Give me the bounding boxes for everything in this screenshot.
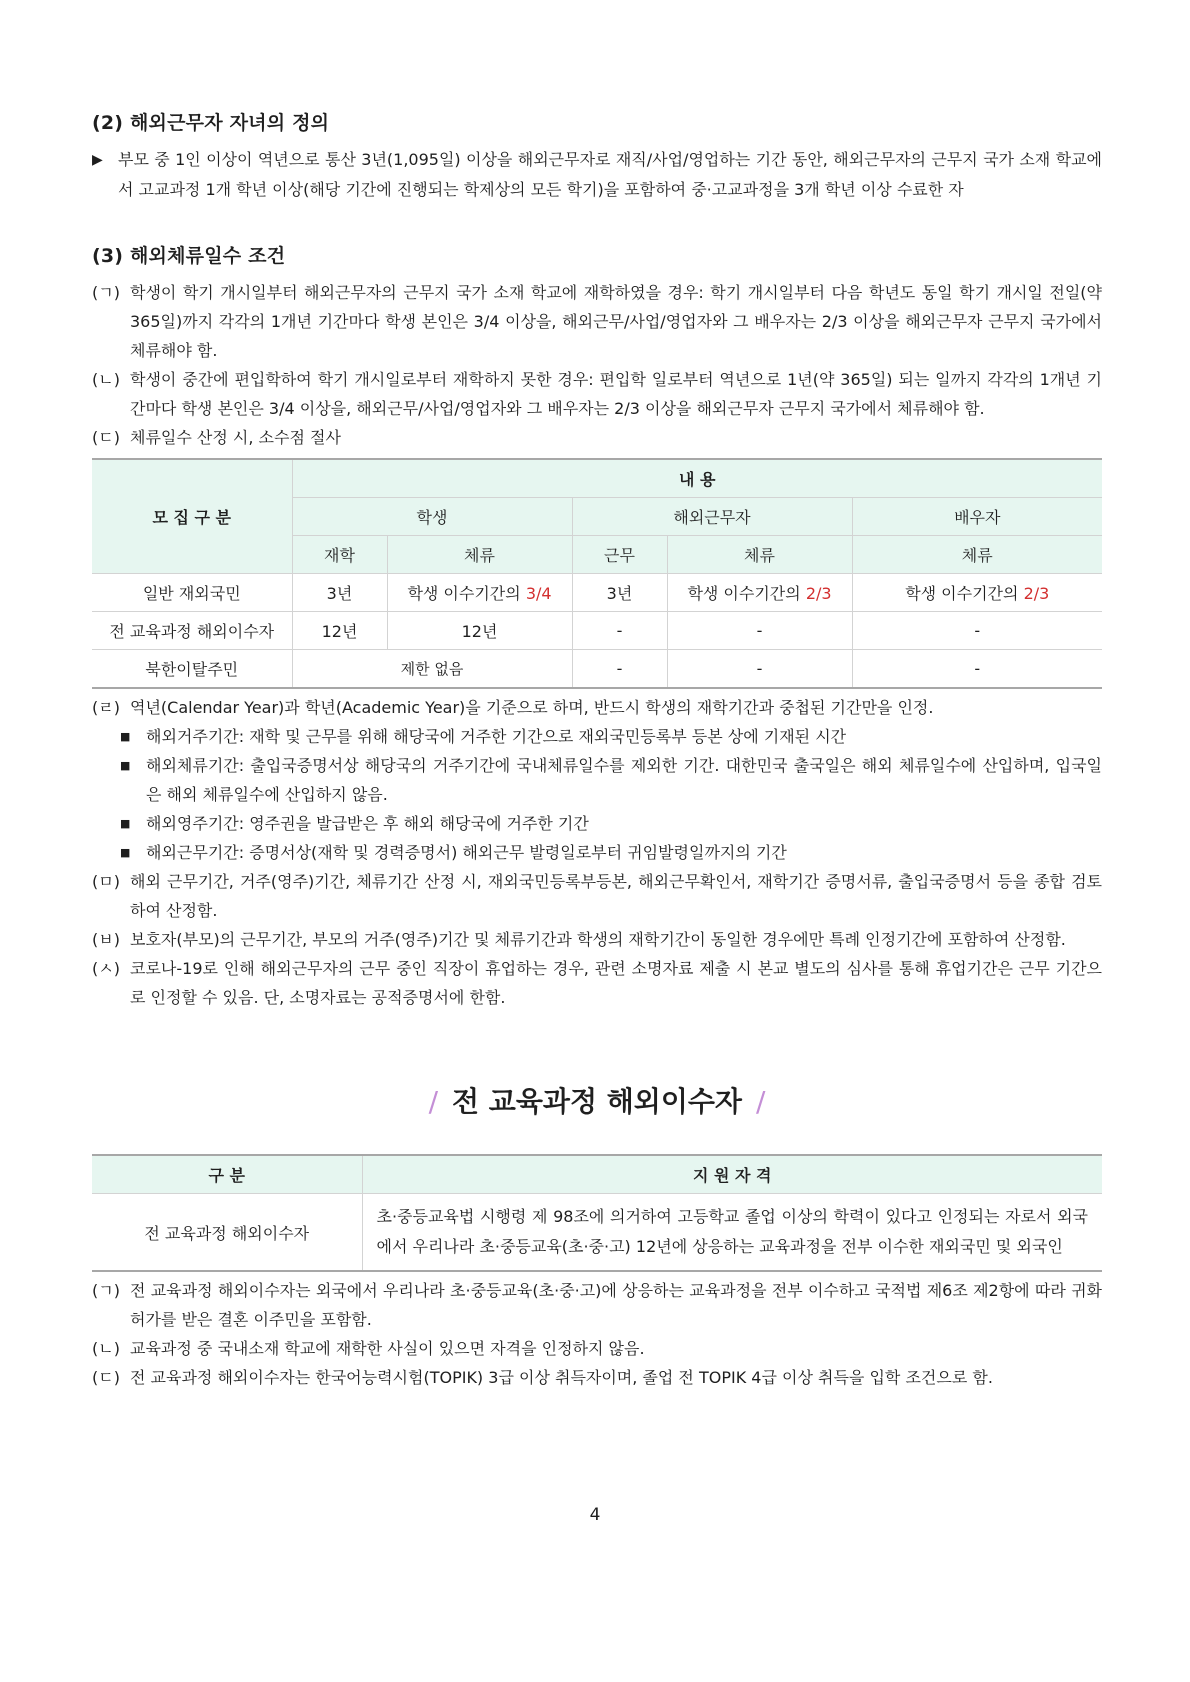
cell-text: 학생 이수기간의 xyxy=(905,584,1024,603)
list-item xyxy=(92,1334,1102,1363)
section-2-text: 부모 중 1인 이상이 역년으로 통산 3년(1,095일) 이상을 해외근무자로 재직/사업/영업하는 기간 동안, 해외근무자의 근무지 국가 소재 학교에서 고교과정 1개 학년 이상(해당 기간에 진행되는 학제상의 모든 학기)을 포함하여 중·고교과정을 3개 학년 이상 수료한 자 xyxy=(118,150,1102,199)
item-marker: (ㄷ) xyxy=(92,1368,120,1387)
item-text: 교육과정 중 국내소재 학교에 재학한 사실이 있으면 자격을 인정하지 않음. xyxy=(130,1339,645,1358)
document-page xyxy=(92,108,1102,1392)
cell-text: 학생 이수기간의 xyxy=(687,584,806,603)
item-marker: (ㄹ) xyxy=(92,698,120,717)
list-item xyxy=(92,925,1102,954)
section-2-title: (2) 해외근무자 자녀의 정의 xyxy=(92,112,330,134)
header-spouse: 배우자 xyxy=(852,498,1102,536)
slash-decoration: / xyxy=(428,1085,438,1118)
item-text: 전 교육과정 해외이수자는 외국에서 우리나라 초·중등교육(초·중·고)에 상응하는 교육과정을 전부 이수하고 국적법 제6조 제2항에 따라 귀화허가를 받은 결혼 이주민을 포함함. xyxy=(130,1281,1102,1329)
stay-requirements-table xyxy=(92,458,1102,689)
cell-category: 일반 재외국민 xyxy=(92,574,292,612)
square-bullet-icon: ■ xyxy=(120,730,131,743)
sub-list-item xyxy=(92,751,1102,809)
item-text: 학생이 학기 개시일부터 해외근무자의 근무지 국가 소재 학교에 재학하였을 경우: 학기 개시일부터 다음 학년도 동일 학기 개시일 전일(약 365일)까지 각각의 1개년 기간마다 학생 본인은 3/4 이상을, 해외근무/사업/영업자와 그 배우자는 2/3 이상을 해외근무자 근무지 국가에서 체류해야 함. xyxy=(130,283,1102,360)
section-2-definition xyxy=(92,145,1102,205)
cell-worker-stay: - xyxy=(667,612,852,650)
table-row xyxy=(92,574,1102,612)
item-text: 전 교육과정 해외이수자는 한국어능력시험(TOPIK) 3급 이상 취득자이며, 졸업 전 TOPIK 4급 이상 취득을 입학 조건으로 함. xyxy=(130,1368,993,1387)
slash-decoration: / xyxy=(755,1085,766,1118)
item-marker: (ㅁ) xyxy=(92,872,120,891)
cell-fraction: 3/4 xyxy=(525,584,552,603)
sub-list-item xyxy=(92,809,1102,838)
item-marker: (ㄴ) xyxy=(92,370,120,389)
cell-work: - xyxy=(572,612,667,650)
item-text: 해외 근무기간, 거주(영주)기간, 체류기간 산정 시, 재외국민등록부등본, 해외근무확인서, 재학기간 증명서류, 출입국증명서 등을 종합 검토하여 산정함. xyxy=(130,872,1102,920)
cell-work: - xyxy=(572,650,667,689)
cell-worker-stay xyxy=(667,574,852,612)
item-text: 학생이 중간에 편입학하여 학기 개시일로부터 재학하지 못한 경우: 편입학 일로부터 역년으로 1년(약 365일) 되는 일까지 각각의 1개년 기간마다 학생 본인은 3/4 이상을, 해외근무/사업/영업자와 그 배우자는 2/3 이상을 해외근무자 근무지 국가에서 체류해야 함. xyxy=(130,370,1102,418)
cell-spouse-stay: - xyxy=(852,612,1102,650)
list-item xyxy=(92,278,1102,365)
square-bullet-icon: ■ xyxy=(120,759,131,772)
list-item xyxy=(92,693,1102,722)
cell-enroll: 3년 xyxy=(292,574,387,612)
section-3-title: (3) 해외체류일수 조건 xyxy=(92,245,286,267)
cell-category: 북한이탈주민 xyxy=(92,650,292,689)
list-item xyxy=(92,1276,1102,1334)
item-marker: (ㄷ) xyxy=(92,428,120,447)
arrow-bullet-icon: ▶ xyxy=(92,152,103,168)
cell-text: 학생 이수기간의 xyxy=(407,584,526,603)
list-item xyxy=(92,423,1102,452)
header-category: 모 집 구 분 xyxy=(92,459,292,574)
header-stay: 체류 xyxy=(667,536,852,574)
list-item xyxy=(92,954,1102,1012)
header-qualification: 지 원 자 격 xyxy=(362,1155,1102,1194)
page-number: 4 xyxy=(589,1505,601,1525)
cell-spouse-stay xyxy=(852,574,1102,612)
table-row xyxy=(92,612,1102,650)
sub-list-item xyxy=(92,838,1102,867)
header-work: 근무 xyxy=(572,536,667,574)
header-student: 학생 xyxy=(292,498,572,536)
cell-qualification: 초·중등교육법 시행령 제 98조에 의거하여 고등학교 졸업 이상의 학력이 있다고 인정되는 자로서 외국에서 우리나라 초·중등교육(초·중·고) 12년에 상응하는 교육과정을 전부 이수한 재외국민 및 외국인 xyxy=(362,1194,1102,1272)
sub-list-item xyxy=(92,722,1102,751)
item-marker: (ㄱ) xyxy=(92,1281,120,1300)
list-item xyxy=(92,1363,1102,1392)
sub-item-text: 해외근무기간: 증명서상(재학 및 경력증명서) 해외근무 발령일로부터 귀임발령일까지의 기간 xyxy=(146,843,787,862)
item-marker: (ㄴ) xyxy=(92,1339,120,1358)
qualification-table xyxy=(92,1154,1102,1272)
header-content: 내 용 xyxy=(292,459,1102,498)
cell-stay: 12년 xyxy=(387,612,572,650)
item-text: 역년(Calendar Year)과 학년(Academic Year)을 기준으로 하며, 반드시 학생의 재학기간과 중첩된 기간만을 인정. xyxy=(130,698,934,717)
item-marker: (ㅅ) xyxy=(92,959,120,978)
section-4-title xyxy=(92,1080,1102,1120)
section-4-title-text: 전 교육과정 해외이수자 xyxy=(452,1085,742,1118)
item-marker: (ㄱ) xyxy=(92,283,120,302)
header-stay: 체류 xyxy=(852,536,1102,574)
header-stay: 체류 xyxy=(387,536,572,574)
list-item xyxy=(92,365,1102,423)
cell-enroll: 12년 xyxy=(292,612,387,650)
item-marker: (ㅂ) xyxy=(92,930,120,949)
header-worker: 해외근무자 xyxy=(572,498,852,536)
sub-item-text: 해외체류기간: 출입국증명서상 해당국의 거주기간에 국내체류일수를 제외한 기간. 대한민국 출국일은 해외 체류일수에 산입하며, 입국일은 해외 체류일수에 산입하지 않음. xyxy=(146,756,1102,804)
item-text: 코로나-19로 인해 해외근무자의 근무 중인 직장이 휴업하는 경우, 관련 소명자료 제출 시 본교 별도의 심사를 통해 휴업기간은 근무 기간으로 인정할 수 있음. 단, 소명자료는 공적증명서에 한함. xyxy=(130,959,1102,1007)
sub-item-text: 해외영주기간: 영주권을 발급받은 후 해외 해당국에 거주한 기간 xyxy=(146,814,589,833)
sub-item-text: 해외거주기간: 재학 및 근무를 위해 해당국에 거주한 기간으로 재외국민등록부 등본 상에 기재된 시간 xyxy=(146,727,847,746)
cell-merged: 제한 없음 xyxy=(292,650,572,689)
item-text: 보호자(부모)의 근무기간, 부모의 거주(영주)기간 및 체류기간과 학생의 재학기간이 동일한 경우에만 특례 인정기간에 포함하여 산정함. xyxy=(130,930,1066,949)
cell-worker-stay: - xyxy=(667,650,852,689)
cell-spouse-stay: - xyxy=(852,650,1102,689)
cell-fraction: 2/3 xyxy=(805,584,832,603)
table-row xyxy=(92,650,1102,689)
header-category: 구 분 xyxy=(92,1155,362,1194)
cell-fraction: 2/3 xyxy=(1023,584,1050,603)
header-enroll: 재학 xyxy=(292,536,387,574)
square-bullet-icon: ■ xyxy=(120,846,131,859)
item-text: 체류일수 산정 시, 소수점 절사 xyxy=(130,428,341,447)
list-item xyxy=(92,867,1102,925)
cell-category: 전 교육과정 해외이수자 xyxy=(92,1194,362,1272)
table-row xyxy=(92,1194,1102,1272)
cell-work: 3년 xyxy=(572,574,667,612)
cell-category: 전 교육과정 해외이수자 xyxy=(92,612,292,650)
cell-stay xyxy=(387,574,572,612)
square-bullet-icon: ■ xyxy=(120,817,131,830)
